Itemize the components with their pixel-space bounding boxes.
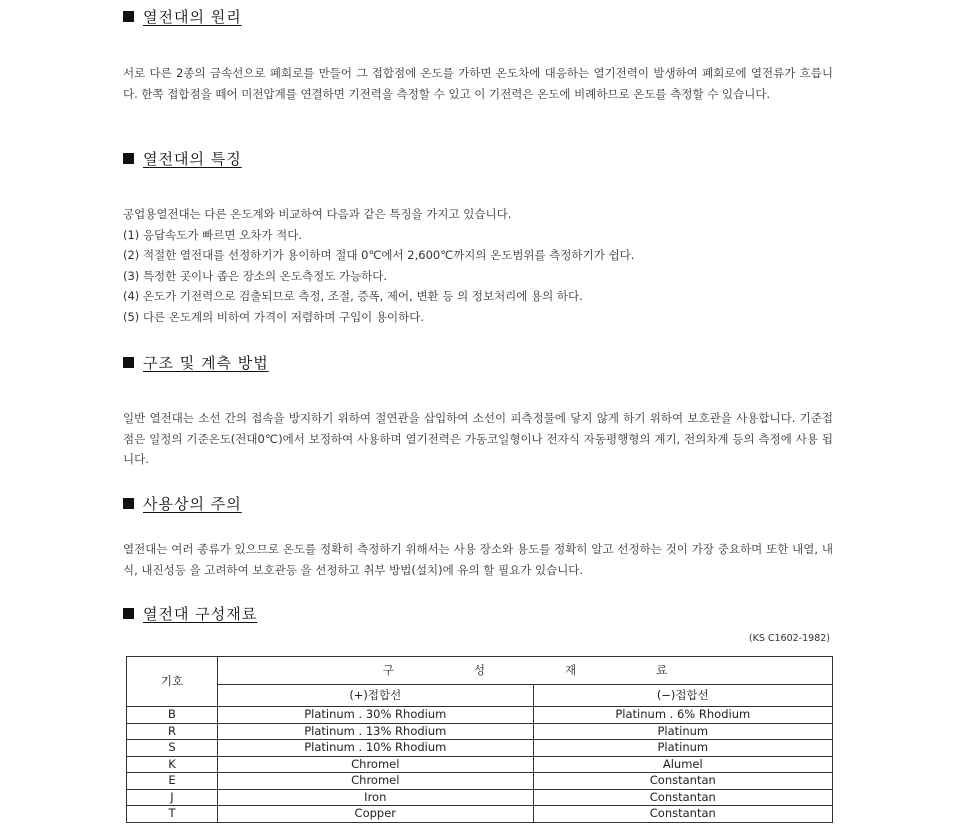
code-column-header: 기호: [127, 657, 218, 707]
square-bullet-icon: [123, 11, 134, 22]
feature-item: (3) 특정한 곳이나 좁은 장소의 온도측정도 가능하다.: [123, 268, 388, 283]
plus-material-cell: Copper: [218, 806, 534, 823]
section-title-principle: [123, 6, 242, 27]
plus-material-cell: Iron: [218, 789, 534, 806]
table-row: [127, 789, 833, 806]
minus-material-cell: Platinum . 6% Rhodium: [533, 707, 832, 724]
type-code-cell: B: [127, 707, 218, 724]
plus-material-cell: Platinum . 13% Rhodium: [218, 723, 534, 740]
table-row: [127, 806, 833, 823]
feature-item: (5) 다른 온도계의 비하여 가격이 저렴하며 구입이 용이하다.: [123, 309, 425, 324]
section-title-text: 구조 및 계측 방법: [143, 354, 269, 372]
plus-material-cell: Chromel: [218, 773, 534, 790]
section-title-text: 열전대 구성재료: [143, 605, 258, 623]
type-code-cell: R: [127, 723, 218, 740]
structure-paragraph: 일반 열전대는 소선 간의 접속을 방지하기 위하여 절연관을 삽입하여 소선이 피측정물에 닿지 않게 하기 위하여 보호관을 사용합니다. 기준접점은 일정의 기준온도(전대0℃)에서 보정하여 사용하며 열기전력은 가동코일형이나 전자식 자동평행형의 계기, 전의차계 등의 측정에 사용 됩니다.: [123, 411, 833, 466]
minus-material-cell: Alumel: [533, 756, 832, 773]
type-code-cell: S: [127, 740, 218, 757]
section-title-materials: [123, 603, 257, 624]
square-bullet-icon: [123, 357, 134, 368]
section-title-features: [123, 148, 242, 169]
plus-material-cell: Platinum . 30% Rhodium: [218, 707, 534, 724]
type-code-cell: J: [127, 789, 218, 806]
minus-material-cell: Platinum: [533, 740, 832, 757]
plus-material-cell: Chromel: [218, 756, 534, 773]
materials-table: [126, 656, 833, 823]
table-row: [127, 723, 833, 740]
features-block: [123, 204, 833, 327]
minus-wire-header: (−)접합선: [533, 685, 832, 707]
minus-material-cell: Platinum: [533, 723, 832, 740]
type-code-cell: E: [127, 773, 218, 790]
feature-item: (2) 적절한 열전대를 선정하기가 용이하며 절대 0℃에서 2,600℃까지의 온도범위를 측정하기가 쉽다.: [123, 248, 635, 262]
standard-reference: (KS C1602-1982): [748, 633, 830, 644]
type-code-cell: K: [127, 756, 218, 773]
square-bullet-icon: [123, 153, 134, 164]
caution-paragraph: 열전대는 여러 종류가 있으므로 온도를 정확히 측정하기 위해서는 사용 장소와 용도를 정확히 알고 선정하는 것이 가장 중요하며 또한 내열, 내식, 내진성등 을 고려하여 보호관등 을 선정하고 취부 방법(설치)에 유의 할 필요가 있습니다.: [123, 542, 833, 577]
section-title-text: 사용상의 주의: [143, 495, 242, 513]
square-bullet-icon: [123, 608, 134, 619]
section-title-caution: [123, 493, 242, 514]
square-bullet-icon: [123, 498, 134, 509]
section-title-text: 열전대의 특징: [143, 150, 242, 168]
features-intro: 공업용열전대는 다른 온도계와 비교하여 다음과 같은 특징을 가지고 있습니다.: [123, 207, 512, 221]
table-row: [127, 707, 833, 724]
table-row: [127, 773, 833, 790]
table-row: [127, 756, 833, 773]
type-code-cell: T: [127, 806, 218, 823]
minus-material-cell: Constantan: [533, 773, 832, 790]
table-row: [127, 740, 833, 757]
plus-material-cell: Platinum . 10% Rhodium: [218, 740, 534, 757]
feature-item: (4) 온도가 기전력으로 검출되므로 측정, 조절, 증폭, 제어, 변환 등 의 정보처리에 용의 하다.: [123, 289, 583, 303]
feature-item: (1) 응답속도가 빠르면 오차가 적다.: [123, 227, 302, 242]
minus-material-cell: Constantan: [533, 789, 832, 806]
section-title-structure: [123, 352, 269, 373]
materials-group-header: 구성재료: [218, 657, 833, 685]
principle-paragraph: 서로 다른 2종의 금속선으로 폐회로를 만들어 그 접합점에 온도를 가하면 온도차에 대응하는 열기전력이 발생하여 폐회로에 열전류가 흐릅니다. 한쪽 접합점을 떼어 미전압계를 연결하면 기전력을 측정할 수 있고 이 기전력은 온도에 비례하므로 온도를 측정할 수 있습니다.: [123, 66, 833, 101]
plus-wire-header: (+)접합선: [218, 685, 534, 707]
minus-material-cell: Constantan: [533, 806, 832, 823]
section-title-text: 열전대의 원리: [143, 8, 242, 26]
